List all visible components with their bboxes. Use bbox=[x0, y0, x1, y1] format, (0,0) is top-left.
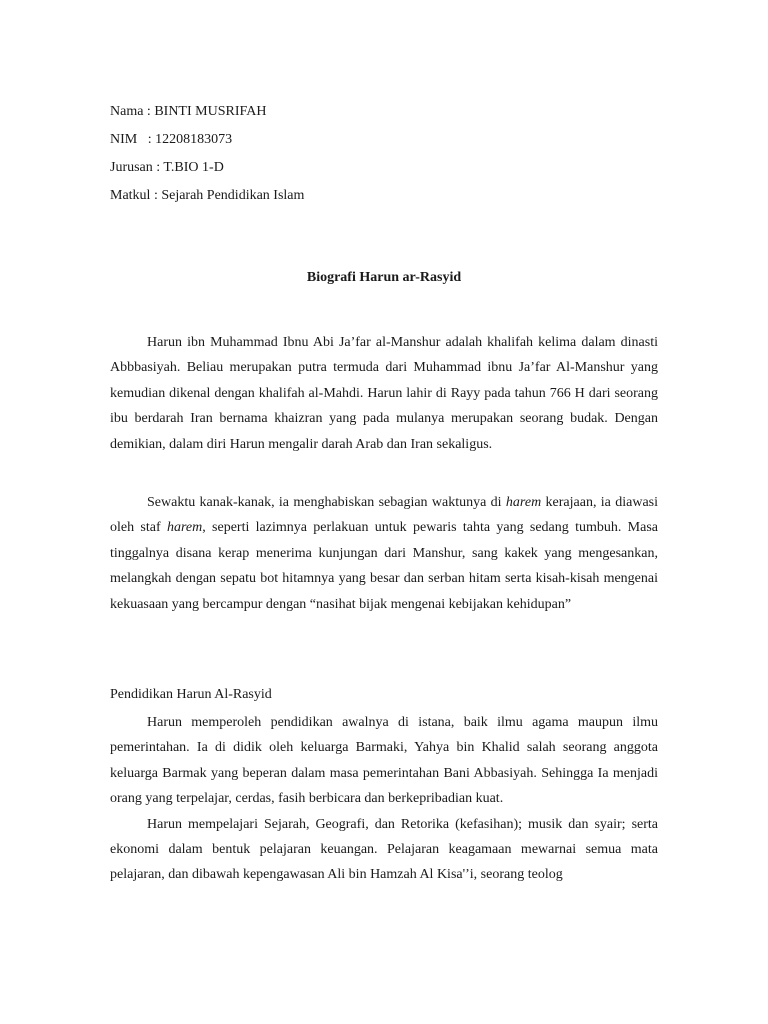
student-department: Jurusan : T.BIO 1-D bbox=[110, 160, 224, 175]
student-name: Nama : BINTI MUSRIFAH bbox=[110, 104, 267, 119]
text-span: kerajaan, ia diawasi oleh staf bbox=[110, 495, 658, 536]
education-paragraphs bbox=[110, 710, 658, 888]
student-nim: NIM : 12208183073 bbox=[110, 132, 233, 147]
italic-term: harem bbox=[166, 520, 203, 536]
text-span: Sewaktu kanak-kanak, ia menghabiskan sebagian waktunya di bbox=[147, 495, 506, 510]
course-name: Matkul : Sejarah Pendidikan Islam bbox=[110, 188, 305, 203]
paragraph-text bbox=[110, 490, 658, 617]
paragraph-text: Harun ibn Muhammad Ibnu Abi Ja’far al-Manshur adalah khalifah kelima dalam dinasti Abbbasiyah. Beliau merupakan putra termuda dari Muhammad ibnu Ja’far Al-Manshur yang kemudian dikenal dengan khalifah al-Mahdi. Harun lahir di Rayy pada tahun 766 H dari seorang ibu berdarah Iran bernama khaizran yang pada mulanya merupakan seorang budak. Dengan demikian, dalam diri Harun mengalir darah Arab dan Iran sekaligus. bbox=[110, 335, 658, 452]
document-title: Biografi Harun ar-Rasyid bbox=[306, 270, 462, 285]
paragraph-text: Harun mempelajari Sejarah, Geografi, dan Retorika (kefasihan); musik dan syair; serta ekonomi dalam bentuk pelajaran keuangan. Pelajaran keagamaan mewarnai semua mata pelajaran, dan dibawah kepengawasan Ali bin Hamzah Al Kisa'’i, seorang teolog bbox=[110, 816, 658, 883]
paragraph-text: Harun memperoleh pendidikan awalnya di istana, baik ilmu agama maupun ilmu pemerintahan. Ia di didik oleh keluarga Barmaki, Yahya bin Khalid salah seorang anggota keluarga Barmak yang beperan dalam masa pemerintahan Bani Abbasiyah. Sehingga Ia menjadi orang yang terpelajar, cerdas, fasih berbicara dan berkepribadian kuat. bbox=[110, 715, 658, 807]
text-span: , seperti lazimnya perlakuan untuk pewaris tahta yang sedang tumbuh. Masa tinggalnya disana kerap menerima kunjungan dari Manshur, sang kakek yang mengesankan, melangkah dengan sepatu bot hitamnya yang besar dan serban hitam serta kisah-kisah mengenai kekuasaan yang bercampur dengan “nasihat bijak mengenai kebijakan kehidupan” bbox=[110, 520, 658, 612]
biography-paragraph-2 bbox=[110, 490, 658, 617]
biography-paragraph-1 bbox=[110, 330, 658, 457]
section-heading: Pendidikan Harun Al-Rasyid bbox=[110, 687, 272, 702]
italic-term: harem bbox=[505, 495, 542, 510]
